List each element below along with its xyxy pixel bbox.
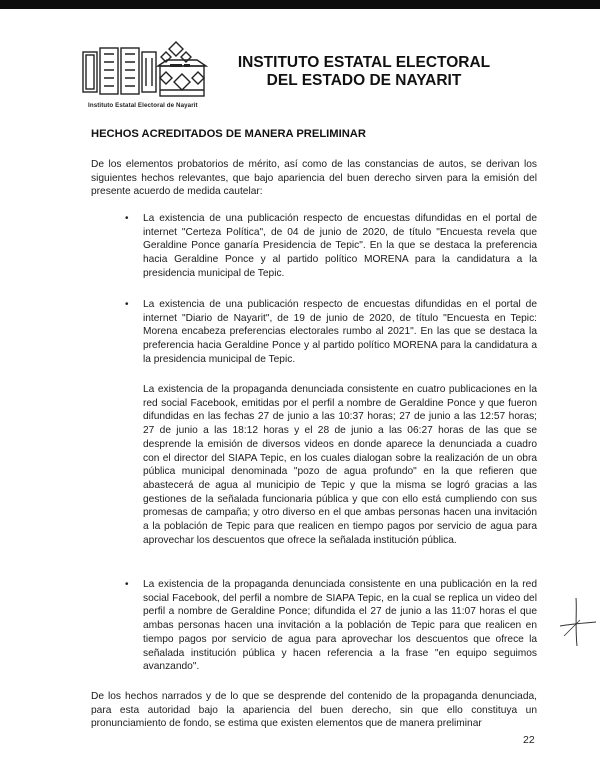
- section-heading: HECHOS ACREDITADOS DE MANERA PRELIMINAR: [91, 128, 366, 140]
- closing-paragraph: De los hechos narrados y de lo que se desprende del contenido de la propaganda denunciada, para esta autoridad bajo la apariencia del buen derecho, sin que ello constituya un pronunciamiento de fondo, se estima que existen elementos que de manera preliminar: [91, 691, 537, 730]
- page-number: 22: [523, 734, 535, 746]
- institute-name-line-2: DEL ESTADO DE NAYARIT: [266, 72, 462, 89]
- bullet-item-4: La existencia de la propaganda denunciada consistente en una publicación en la red social Facebook, del perfil a nombre de SIAPA Tepic, en la cual se replica un video del perfil a nombre de Geraldine Ponce; difundida el 27 de junio a las 11:07 horas el que ambas personas hacen una invitación a la población de Tepic para que realicen en tiempo pagos por servicio de agua para aprovechar los descuentos que ofrece la señalada institución pública y hacen referencia a la frase "en equipo seguimos avanzando".: [143, 579, 537, 673]
- institute-name-line-1: INSTITUTO ESTATAL ELECTORAL: [237, 54, 491, 71]
- bullet-dot: •: [125, 213, 129, 224]
- bullet-item-3: La existencia de la propaganda denunciada consistente en cuatro publicaciones en la red social Facebook, emitidas por el perfil a nombre de Geraldine Ponce y que fueron difundidas en las fechas 27 de junio a las 10:37 horas; 27 de junio a las 12:57 horas; 27 de junio a las 18:12 horas y el 28 de junio a las 06:27 horas de las que se desprende la emisión de diversos videos en donde aparece la denunciada a cuadro con el director del SIAPA Tepic, en los cuales dialogan sobre la realización de un obra pública municipal denominada "pozo de agua profundo" en la que refieren que abastecerá de agua al municipio de Tepic y que la misma se logró gracias a las gestiones de la señalada funcionaria pública y que con ello está cumpliendo con sus promesas de campaña; y otro diverso en el que ambas personas hacen una invitación a la población de Tepic para que realicen en tiempo pagos por servicio de agua para aprovechar los descuentos que ofrece la señalada institución pública.: [143, 384, 537, 546]
- bullet-item-1: La existencia de una publicación respecto de encuestas difundidas en el portal de internet "Certeza Política", de 04 de junio de 2020, de título "Encuesta revela que Geraldine Ponce ganaría Presidencia de Tepic". En la que se destaca la preferencia hacia Geraldine Ponce y al partido político MORENA para la candidatura a la presidencia municipal de Tepic.: [143, 213, 537, 279]
- institute-name: [234, 54, 494, 90]
- institute-logo: [80, 40, 210, 102]
- intro-paragraph: De los elementos probatorios de mérito, así como de las constancias de autos, se derivan los siguientes hechos relevantes, que bajo apariencia del buen derecho sirven para la emisión del presente acuerdo de medida cautelar:: [91, 159, 537, 198]
- bullet-dot: •: [125, 579, 129, 590]
- top-edge-bar: [0, 0, 600, 9]
- bullet-dot: •: [125, 299, 129, 310]
- bullet-item-2: La existencia de una publicación respecto de encuestas difundidas en el portal de internet "Diario de Nayarit", de 19 de junio de 2020, de título "Encuesta en Tepic: Morena encabeza preferencias electorales rumbo al 2021". En las que se destaca la preferencia hacia Geraldine Ponce y al partido político MORENA para la candidatura a la presidencia municipal de Tepic.: [143, 299, 537, 365]
- handwritten-cross-mark: [556, 596, 598, 648]
- logo-caption: Instituto Estatal Electoral de Nayarit: [88, 102, 198, 109]
